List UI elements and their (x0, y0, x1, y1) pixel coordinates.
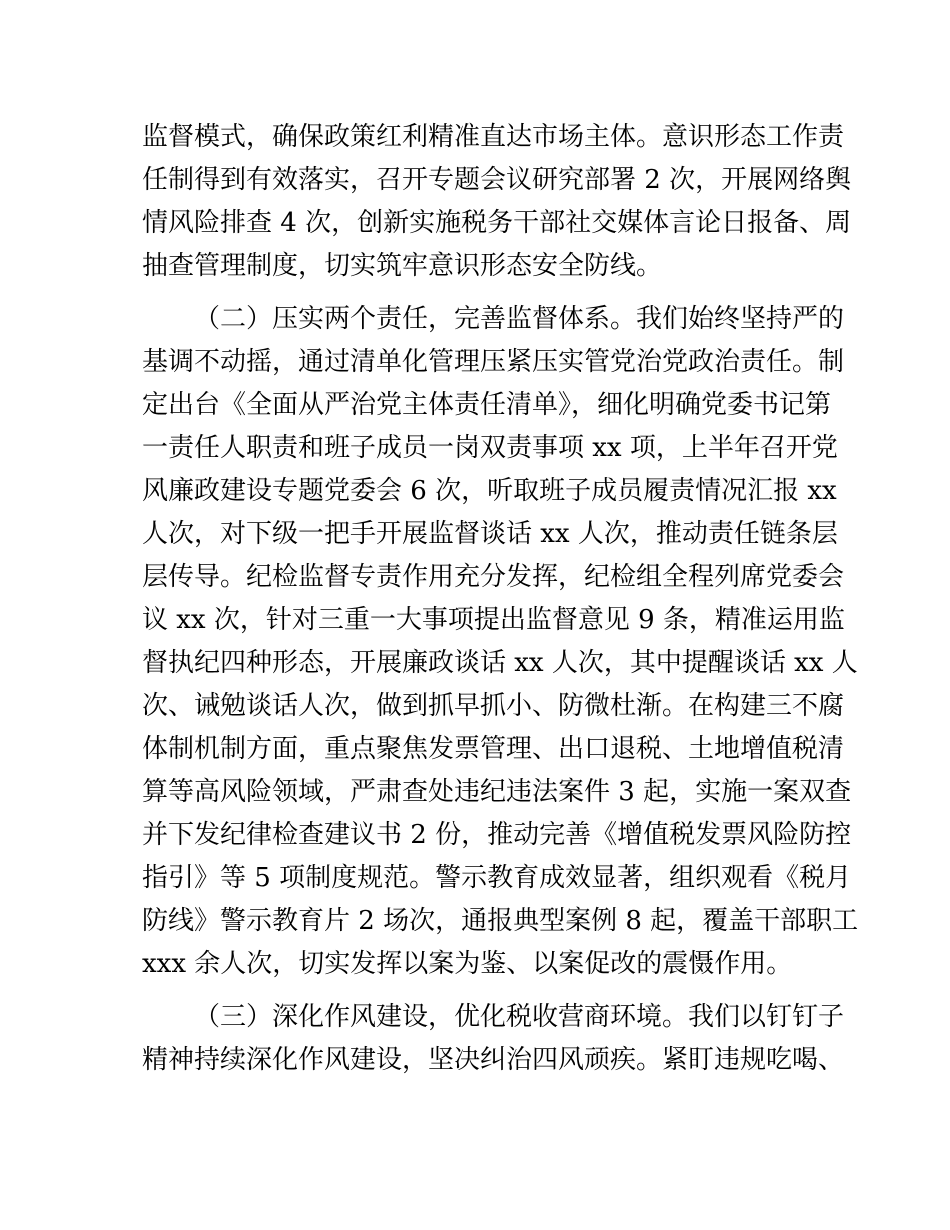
text-line: 并下发纪律检查建议书 2 份，推动完善《增值税发票风险防控 (142, 820, 852, 850)
text-line: 一责任人职责和班子成员一岗双责事项 xx 项，上半年召开党 (142, 433, 838, 463)
text-line: 精神持续深化作风建设，坚决纠治四风顽疾。紧盯违规吃喝、 (142, 1045, 845, 1075)
text-line: 指引》等 5 项制度规范。警示教育成效显著，组织观看《税月 (142, 863, 852, 893)
text-line: 防线》警示教育片 2 场次，通报典型案例 8 起，覆盖干部职工 (142, 906, 859, 936)
paragraph-2 (142, 298, 859, 986)
paragraph-spacing (142, 288, 812, 298)
text-line: 算等高风险领域，严肃查处违纪违法案件 3 起，实施一案双查 (142, 777, 852, 807)
text-line: 督执纪四种形态，开展廉政谈话 xx 人次，其中提醒谈话 xx 人 (142, 648, 858, 678)
section-heading-line: （二）压实两个责任，完善监督体系。我们始终坚持严的 (194, 304, 845, 334)
paragraph-spacing (142, 986, 812, 996)
body-text (142, 116, 859, 1082)
paragraph-1 (142, 116, 852, 288)
text-line: 层传导。纪检监督专责作用充分发挥，纪检组全程列席党委会 (142, 562, 845, 592)
text-line: 基调不动摇，通过清单化管理压紧压实管党治党政治责任。制 (142, 347, 845, 377)
text-line: 人次，对下级一把手开展监督谈话 xx 人次，推动责任链条层 (142, 519, 838, 549)
text-line: xxx 余人次，切实发挥以案为鉴、以案促改的震慑作用。 (142, 949, 793, 979)
text-line: 情风险排查 4 次，创新实施税务干部社交媒体言论日报备、周 (142, 208, 852, 238)
text-line: 风廉政建设专题党委会 6 次，听取班子成员履责情况汇报 xx (142, 476, 837, 506)
text-line: 次、诫勉谈话人次，做到抓早抓小、防微杜渐。在构建三不腐 (142, 691, 845, 721)
text-line: 体制机制方面，重点聚焦发票管理、出口退税、土地增值税清 (142, 734, 845, 764)
text-line: 议 xx 次，针对三重一大事项提出监督意见 9 条，精准运用监 (142, 605, 845, 635)
text-line: 定出台《全面从严治党主体责任清单》，细化明确党委书记第 (142, 390, 832, 420)
section-heading-line: （三）深化作风建设，优化税收营商环境。我们以钉钉子 (194, 1002, 845, 1032)
text-line: 抽查管理制度，切实筑牢意识形态安全防线。 (142, 251, 663, 281)
text-line: 监督模式，确保政策红利精准直达市场主体。意识形态工作责 (142, 122, 845, 152)
paragraph-3 (142, 996, 845, 1082)
text-line: 任制得到有效落实，召开专题会议研究部署 2 次，开展网络舆 (142, 165, 852, 195)
